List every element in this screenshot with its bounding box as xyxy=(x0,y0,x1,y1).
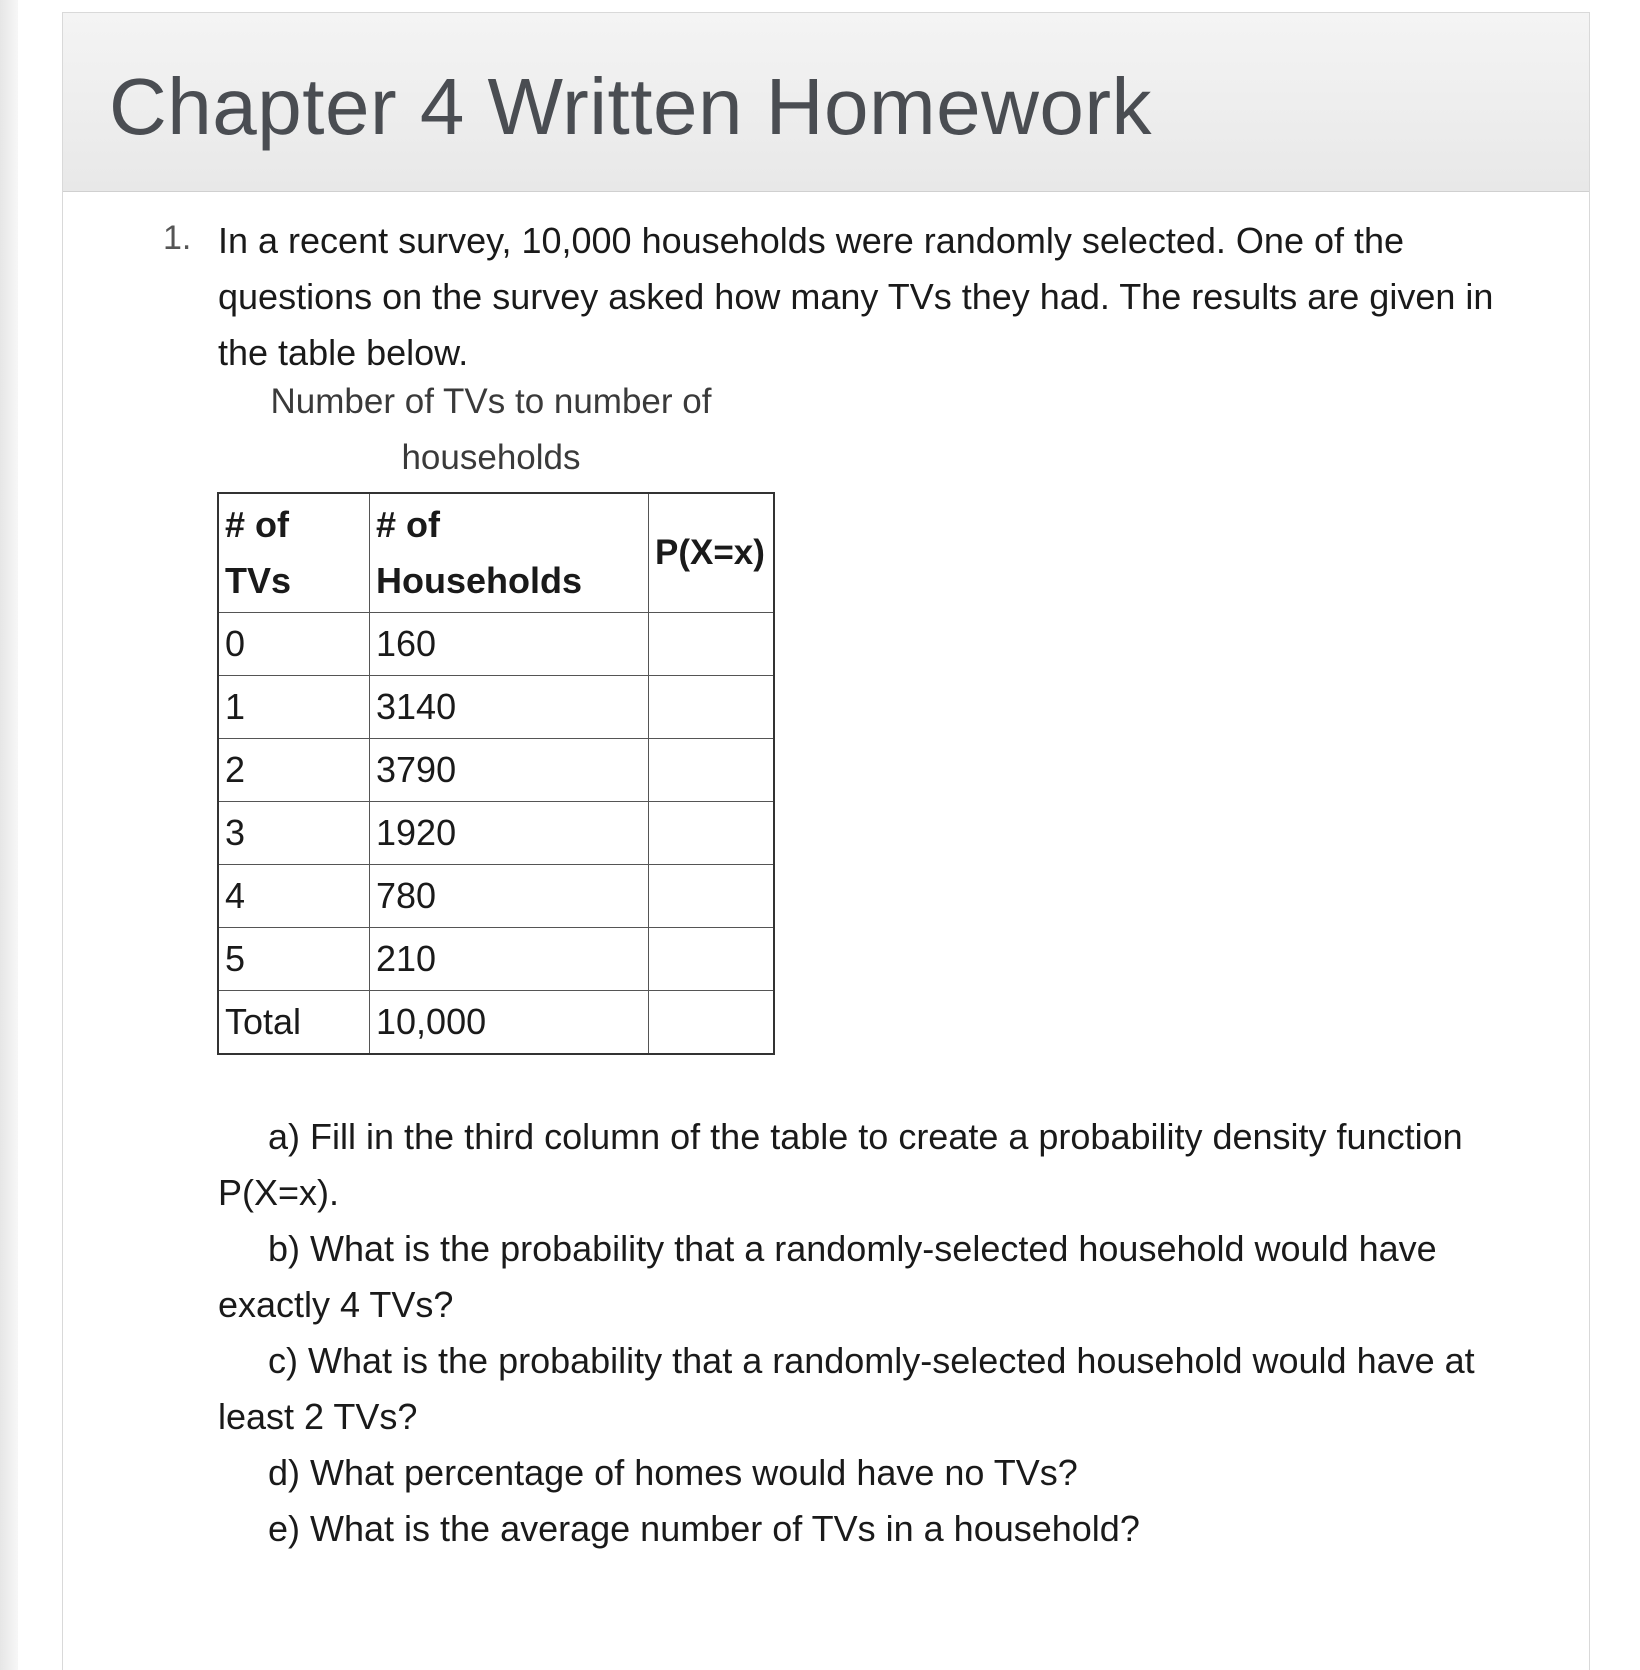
part-b: b) What is the probability that a randomly-selected household would have exactly 4 TVs? xyxy=(218,1228,1437,1325)
question-text: In a recent survey, 10,000 households were randomly selected. One of the questions on the survey asked how many TVs they had. The results are given in the table below. xyxy=(218,220,1494,373)
table-row xyxy=(218,676,774,739)
cell-households: 3140 xyxy=(370,676,649,739)
part-e: e) What is the average number of TVs in a household? xyxy=(268,1508,1140,1549)
cell-tvs: 4 xyxy=(218,865,370,928)
cell-households: 160 xyxy=(370,613,649,676)
table-caption: Number of TVs to number of households xyxy=(270,382,712,477)
table-row xyxy=(218,928,774,991)
assignment-card xyxy=(62,12,1590,1670)
tv-households-table xyxy=(217,492,775,1055)
cell-households: 210 xyxy=(370,928,649,991)
header-tvs: # of TVs xyxy=(218,493,370,613)
cell-tvs: 3 xyxy=(218,802,370,865)
table-total-row xyxy=(218,991,774,1055)
part-c: c) What is the probability that a randomly-selected household would have at least 2 TVs? xyxy=(218,1340,1475,1437)
cell-households: 3790 xyxy=(370,739,649,802)
cell-total-label: Total xyxy=(218,991,370,1055)
header-households: # of Households xyxy=(370,493,649,613)
cell-households: 780 xyxy=(370,865,649,928)
left-edge-shadow xyxy=(0,0,18,1670)
cell-tvs: 2 xyxy=(218,739,370,802)
cell-tvs: 5 xyxy=(218,928,370,991)
page-title: Chapter 4 Written Homework xyxy=(109,62,1152,151)
cell-total-households: 10,000 xyxy=(370,991,649,1055)
cell-total-probability[interactable] xyxy=(649,991,775,1055)
cell-probability[interactable] xyxy=(649,928,775,991)
cell-probability[interactable] xyxy=(649,739,775,802)
table-row xyxy=(218,802,774,865)
cell-tvs: 0 xyxy=(218,613,370,676)
cell-households: 1920 xyxy=(370,802,649,865)
header-probability: P(X=x) xyxy=(649,493,775,613)
table-header-row xyxy=(218,493,774,613)
part-a: a) Fill in the third column of the table to create a probability density function P(X=x). xyxy=(218,1116,1463,1213)
question-number: 1. xyxy=(163,219,192,257)
cell-probability[interactable] xyxy=(649,613,775,676)
cell-tvs: 1 xyxy=(218,676,370,739)
cell-probability[interactable] xyxy=(649,676,775,739)
cell-probability[interactable] xyxy=(649,802,775,865)
table-row xyxy=(218,613,774,676)
cell-probability[interactable] xyxy=(649,865,775,928)
question-parts xyxy=(218,1109,1558,1557)
part-d: d) What percentage of homes would have no TVs? xyxy=(268,1452,1078,1493)
table-row xyxy=(218,865,774,928)
page-header xyxy=(63,13,1589,192)
table-row xyxy=(218,739,774,802)
